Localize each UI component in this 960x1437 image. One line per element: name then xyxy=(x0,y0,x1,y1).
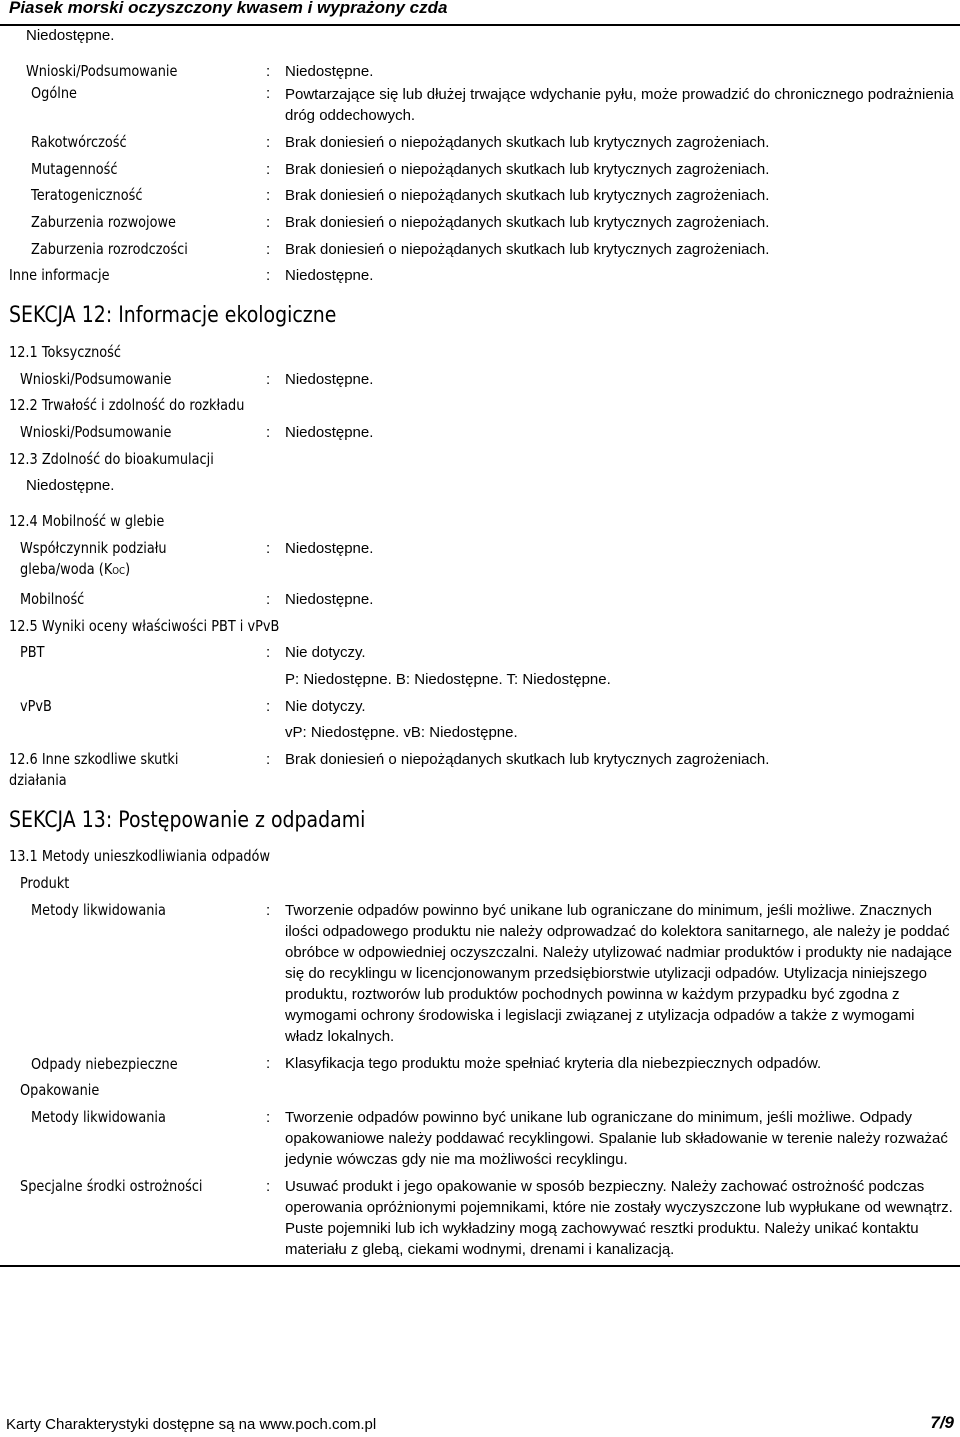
hazardous-waste-label: Odpady niebezpieczne xyxy=(31,1055,178,1073)
s12-1-label: Wnioski/Podsumowanie xyxy=(20,370,172,388)
footer-text: Karty Charakterystyki dostępne są na www.poch.com.pl xyxy=(6,1416,377,1433)
packaging-methods-value: Tworzenie odpadów powinno być unikane lub ograniczane do minimum, jeśli możliwe. Odpady opakowaniowe należy poddawać recyklingowi. Spalanie lub składowanie w terenie należy rozważać jedynie wówczas gdy nie ma możliwości recyklingu. xyxy=(285,1109,948,1168)
colon: : xyxy=(266,698,271,715)
colon: : xyxy=(266,134,271,151)
s12-3-heading: 12.3 Zdolność do bioakumulacji xyxy=(9,450,214,468)
header-rule xyxy=(0,24,960,26)
tox-conclusions-value: Niedostępne. xyxy=(285,63,374,80)
tox-general-label: Ogólne xyxy=(31,84,77,102)
colon: : xyxy=(266,371,271,388)
tox-terato-value: Brak doniesień o niepożądanych skutkach lub krytycznych zagrożeniach. xyxy=(285,187,770,204)
colon: : xyxy=(266,63,271,80)
s12-2-label: Wnioski/Podsumowanie xyxy=(20,423,172,441)
vpvb-value: Nie dotyczy. xyxy=(285,698,366,715)
s12-1-value: Niedostępne. xyxy=(285,371,374,388)
mobility-value: Niedostępne. xyxy=(285,591,374,608)
colon: : xyxy=(266,267,271,284)
precautions-label: Specjalne środki ostrożności xyxy=(20,1177,203,1195)
vpvb-label: vPvB xyxy=(20,697,52,715)
disposal-methods-value: Tworzenie odpadów powinno być unikane lub ograniczane do minimum, jeśli możliwe. Znacznych ilości odpadowego produktu nie należy odprowadzać do kolektora sanitarnego, ale należy je poddać obróbce w odpowiedniej oczyszczalni. Należy utylizować nadmiar produktów i produkty nie nadające się do recyklingu w licencjonowanym przedsiębiorstwie utylizacji odpadów. Utylizacja niniejszego produktu, roztworów lub produktów pochodnych powinna w każdym przypadku być zgodna z wymogami ochrony środowiska i legislacji związanej z utylizacja odpadów a także z wymogami władz lokalnych. xyxy=(285,902,953,1045)
colon: : xyxy=(266,85,271,102)
tox-develop-label: Zaburzenia rozwojowe xyxy=(31,213,176,231)
s12-2-heading: 12.2 Trwałość i zdolność do rozkładu xyxy=(9,396,245,414)
page-number: 7/9 xyxy=(930,1413,954,1432)
top-note: Niedostępne. xyxy=(26,27,115,44)
s12-6-heading-line1: 12.6 Inne szkodliwe skutki xyxy=(9,750,179,768)
content-bottom-rule xyxy=(0,1265,960,1267)
tox-fertility-label: Zaburzenia rozrodczości xyxy=(31,240,188,258)
pbt-detail: P: Niedostępne. B: Niedostępne. T: Niedostępne. xyxy=(285,671,611,688)
s12-2-value: Niedostępne. xyxy=(285,424,374,441)
product-heading: Produkt xyxy=(20,874,70,892)
colon: : xyxy=(266,751,271,768)
colon: : xyxy=(266,540,271,557)
s12-6-value: Brak doniesień o niepożądanych skutkach lub krytycznych zagrożeniach. xyxy=(285,751,770,768)
s12-6-heading-line2: działania xyxy=(9,771,67,789)
s12-1-heading: 12.1 Toksyczność xyxy=(9,343,121,361)
section-13-title: SEKCJA 13: Postępowanie z odpadami xyxy=(9,808,366,833)
koc-value: Niedostępne. xyxy=(285,540,374,557)
tox-carcino-value: Brak doniesień o niepożądanych skutkach lub krytycznych zagrożeniach. xyxy=(285,134,770,151)
colon: : xyxy=(266,424,271,441)
colon: : xyxy=(266,241,271,258)
packaging-heading: Opakowanie xyxy=(20,1081,100,1099)
tox-mutagen-value: Brak doniesień o niepożądanych skutkach lub krytycznych zagrożeniach. xyxy=(285,161,770,178)
hazardous-waste-value: Klasyfikacja tego produktu może spełniać kryteria dla niebezpiecznych odpadów. xyxy=(285,1055,822,1072)
s12-5-heading: 12.5 Wyniki oceny właściwości PBT i vPvB xyxy=(9,617,280,635)
disposal-methods-label: Metody likwidowania xyxy=(31,901,166,919)
page-header-title: Piasek morski oczyszczony kwasem i wyprażony czda xyxy=(9,0,448,17)
pbt-value: Nie dotyczy. xyxy=(285,644,366,661)
colon: : xyxy=(266,187,271,204)
tox-other-label: Inne informacje xyxy=(9,266,110,284)
colon: : xyxy=(266,161,271,178)
packaging-methods-label: Metody likwidowania xyxy=(31,1108,166,1126)
tox-mutagen-label: Mutagenność xyxy=(31,160,118,178)
s13-1-heading: 13.1 Metody unieszkodliwiania odpadów xyxy=(9,847,271,865)
colon: : xyxy=(266,214,271,231)
mobility-label: Mobilność xyxy=(20,590,85,608)
koc-label-line2: gleba/woda (KOC) xyxy=(20,560,131,578)
tox-fertility-value: Brak doniesień o niepożądanych skutkach lub krytycznych zagrożeniach. xyxy=(285,241,770,258)
colon: : xyxy=(266,591,271,608)
precautions-value: Usuwać produkt i jego opakowanie w sposób bezpieczny. Należy zachować ostrożność podczas operowania opróżnionymi pojemnikami, które nie zostały wyczyszczone lub wypłukane od wewnątrz. Puste pojemniki lub ich wykładziny mogą zachowywać resztki produktu. Należy unikać kontaktu materiału z glebą, ciekami wodnymi, drenami i kanalizacją. xyxy=(285,1178,953,1258)
tox-develop-value: Brak doniesień o niepożądanych skutkach lub krytycznych zagrożeniach. xyxy=(285,214,770,231)
colon: : xyxy=(266,902,271,919)
koc-label-line1: Współczynnik podziału xyxy=(20,539,167,557)
tox-conclusions-label: Wnioski/Podsumowanie xyxy=(26,62,178,80)
colon: : xyxy=(266,644,271,661)
s12-3-value: Niedostępne. xyxy=(26,477,115,494)
vpvb-detail: vP: Niedostępne. vB: Niedostępne. xyxy=(285,724,518,741)
pbt-label: PBT xyxy=(20,643,45,661)
colon: : xyxy=(266,1055,271,1072)
section-12-title: SEKCJA 12: Informacje ekologiczne xyxy=(9,303,337,328)
tox-terato-label: Teratogeniczność xyxy=(31,186,143,204)
colon: : xyxy=(266,1178,271,1195)
tox-carcino-label: Rakotwórczość xyxy=(31,133,127,151)
tox-general-value: Powtarzające się lub dłużej trwające wdychanie pyłu, może prowadzić do chronicznego podrażnienia dróg oddechowych. xyxy=(285,86,954,124)
colon: : xyxy=(266,1109,271,1126)
s12-4-heading: 12.4 Mobilność w glebie xyxy=(9,512,165,530)
tox-other-value: Niedostępne. xyxy=(285,267,374,284)
